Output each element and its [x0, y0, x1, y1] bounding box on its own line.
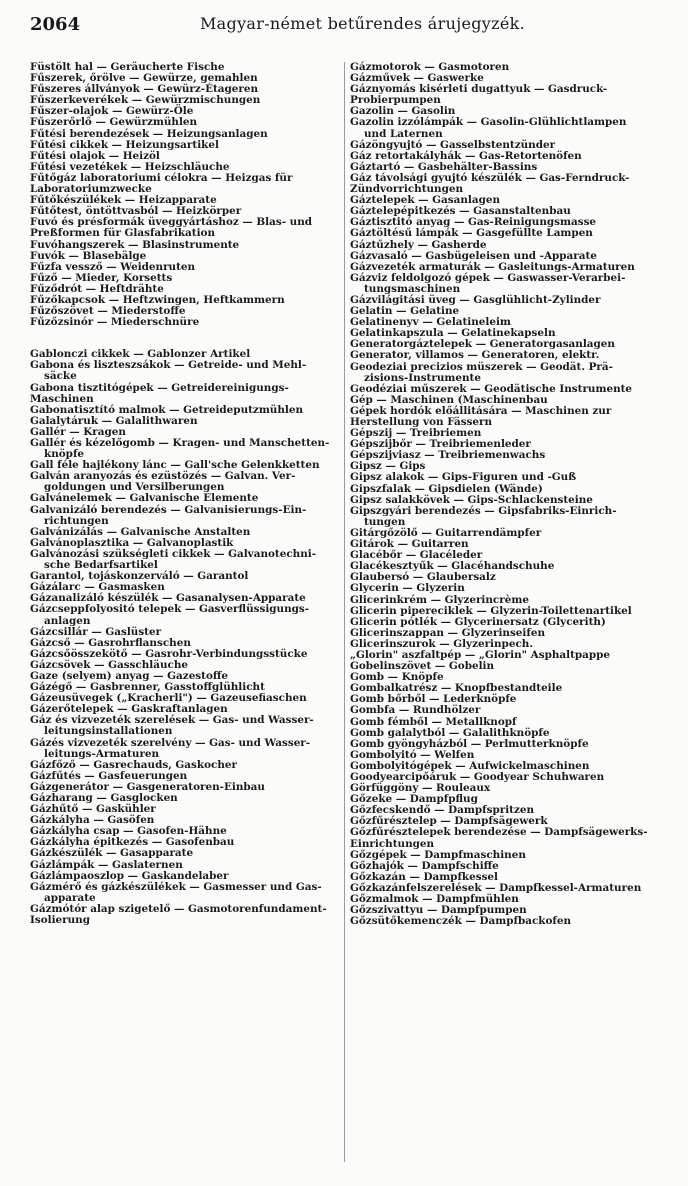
index-entry: Gázművek — Gaswerke [350, 72, 484, 85]
index-entry: Preßformen für Glasfabrikation [30, 227, 216, 240]
index-entry: Fűszer-olajok — Gewürz-Öle [30, 105, 194, 118]
index-entry: Glacébőr — Glacéleder [350, 549, 483, 562]
index-entry: Gázkályha épitkezés — Gasofenbau [30, 836, 235, 849]
index-entry: Gépek hordók előállitására — Maschinen zur [350, 404, 612, 417]
index-entry: Fűszerkeverékek — Gewürzmischungen [30, 94, 261, 107]
index-entry: Fuvóhangszerek — Blasinstrumente [30, 238, 240, 251]
index-entry: Gázanalizáló készülék — Gasanalysen-Apparate [30, 592, 306, 605]
index-entry: Gázkályha — Gasöfen [30, 814, 155, 827]
page-number: 2064 [30, 14, 81, 35]
index-entry: Isolierung [30, 914, 90, 927]
index-entry: Gáztelepek — Gasanlagen [350, 194, 501, 207]
index-entry: Gitárgőzölő — Guitarrendämpfer [350, 526, 542, 539]
index-entry: Gázhűtő — Gaskühler [30, 803, 156, 816]
index-entry: Gázcsillár — Gaslüster [30, 625, 162, 638]
left-column [30, 62, 342, 926]
index-entry: Gaze (selyem) anyag — Gazestoffe [30, 669, 229, 682]
index-entry: Fűtési vezetékek — Heizschläuche [30, 160, 230, 173]
index-entry: Zündvorrichtungen [350, 183, 464, 196]
index-entry: Galvánoplasztika — Galvanoplastik [30, 536, 234, 549]
index-entry: Fűző — Mieder, Korsetts [30, 271, 173, 284]
index-entry: Gomb bőrből — Lederknöpfe [350, 693, 517, 706]
index-entry: Gőzkazánfelszerelések — Dampfkessel-Armaturen [350, 881, 642, 894]
index-entry: Fűtőgáz laboratoriumi célokra — Heizgas für [30, 171, 293, 184]
index-entry: Gall féle hajlékony lánc — Gall'sche Gelenkketten [30, 459, 320, 472]
index-entry: Görfüggöny — Rouleaux [350, 782, 491, 795]
index-entry: Gipsz alakok — Gips-Figuren und -Guß [350, 471, 577, 484]
index-entry: Gázvilágitási üveg — Gasglühlicht-Zylinder [350, 293, 601, 306]
index-entry: Fűszeres állványok — Gewürz-Étageren [30, 83, 259, 96]
section-gap [30, 328, 342, 349]
index-entry: Gomb fémből — Metallknopf [350, 715, 517, 728]
index-entry: Gáz és vizvezeték szerelések — Gas- und Wasser- [30, 714, 314, 727]
index-entry: Gázés vizvezeték szerelvény — Gas- und Wasser- [30, 736, 311, 749]
index-entry: Gázfőző — Gasrechauds, Gaskocher [30, 758, 237, 771]
entry-continuation: tungen [364, 515, 406, 528]
index-entry: Gomb gyöngyházból — Perlmutterknöpfe [350, 737, 589, 750]
index-entry: Gáztelepépitkezés — Gasanstaltenbau [350, 205, 571, 218]
index-entry: Gép — Maschinen (Maschinenbau [350, 393, 548, 406]
index-entry: Fűzfa vessző — Weidenruten [30, 260, 196, 273]
index-entry: Galvánelemek — Galvanische Elemente [30, 492, 259, 505]
index-entry: Gombfa — Rundhölzer [350, 704, 481, 717]
index-entry: Gazolin izzólámpák — Gasolin-Glühlichtlampen [350, 116, 627, 129]
index-entry: Fűtési cikkek — Heizungsartikel [30, 138, 219, 151]
index-entry: Gőzsütőkemenczék — Dampfbackofen [350, 915, 572, 928]
entry-continuation: und Laternen [364, 127, 443, 140]
index-entry: Gipszgyári berendezés — Gipsfabriks-Einrich- [350, 504, 617, 517]
index-entry: Gőzfűrésztelepek berendezése — Dampfsägewerks- [350, 826, 648, 839]
index-entry: Gázharang — Gasglocken [30, 792, 178, 804]
index-entry: Gépszijviasz — Treibriemenwachs [350, 449, 546, 462]
index-entry: Galvánozási szükségleti cikkek — Galvanotechni- [30, 547, 317, 560]
running-title: Magyar-német betűrendes árujegyzék. [200, 14, 525, 33]
index-entry: Gombolyitó — Welfen [350, 748, 475, 761]
index-entry: Gőzfűrésztelep — Dampfsägewerk [350, 815, 548, 828]
index-entry: Gáztöltésű lámpák — Gasgefüllte Lampen [350, 227, 593, 240]
index-entry: Gallér és kézelőgomb — Kragen- und Manschetten- [30, 437, 330, 449]
index-entry: Gablonczi cikkek — Gablonzer Artikel [30, 348, 251, 361]
index-entry: Gáztartó — Gasbehälter-Bassins [350, 160, 538, 173]
index-entry: Gombalkatrész — Knopfbestandteile [350, 682, 563, 695]
index-entry: Gépszij — Treibriemen [350, 427, 482, 440]
index-entry: Fűtési olajok — Heizöl [30, 149, 160, 162]
index-entry: Gáz retortakályhák — Gas-Retortenöfen [350, 149, 582, 162]
index-entry: Gipsz — Gips [350, 460, 426, 473]
entry-continuation: leitungsinstallationen [44, 725, 173, 738]
index-entry: Fűtőtest, öntöttvasból — Heizkörper [30, 205, 242, 218]
index-entry: Fűszerőrlő — Gewürzmühlen [30, 116, 198, 129]
index-entry: Gőzhajók — Dampfschiffe [350, 859, 499, 872]
index-entry: Goodyearcipőáruk — Goodyear Schuhwaren [350, 771, 605, 783]
index-entry: Glicerin pótlék — Glycerinersatz (Glycerith) [350, 615, 606, 628]
index-entry: Gombolyitógépek — Aufwickelmaschinen [350, 759, 590, 772]
index-entry: Probierpumpen [350, 94, 441, 107]
index-entry: Gazolin — Gasolin [350, 105, 456, 118]
index-entry: Fűződrót — Heftdrähte [30, 282, 164, 295]
index-entry: Gázkészülék — Gasapparate [30, 847, 194, 860]
index-entry: Gelatinenyv — Gelatineleim [350, 316, 511, 329]
index-entry: Gázcsőösszekötő — Gasrohr-Verbindungsstücke [30, 647, 308, 660]
index-entry: Gobelinszövet — Gobelin [350, 660, 495, 673]
index-entry: Gőzkazán — Dampfkessel [350, 870, 498, 883]
index-entry: Gázégő — Gasbrenner, Gasstoffglühlicht [30, 681, 265, 694]
index-entry: Gázvasaló — Gasbügeleisen und -Apparate [350, 249, 597, 262]
page-header [30, 14, 670, 40]
index-entry: Gázmotorok — Gasmotoren [350, 61, 510, 73]
index-entry: Gázmérő és gázkészülékek — Gasmesser und Gas- [30, 880, 322, 893]
index-entry: Gépszijbőr — Treibriemenleder [350, 438, 531, 451]
index-entry: Glycerin — Glyzerin [350, 582, 465, 595]
index-entry: Gitárok — Guitarren [350, 538, 469, 551]
index-entry: Glicerin pipereciklek — Glyzerin-Toilettenartikel [350, 604, 632, 617]
index-entry: Gáz távolsági gyujtó készülék — Gas-Ferndruck- [350, 171, 630, 184]
index-entry: Herstellung von Fässern [350, 416, 493, 428]
entry-continuation: anlagen [44, 614, 91, 627]
index-entry: Fuvók — Blasebälge [30, 249, 147, 262]
index-entry: Glicerinszurok — Glyzerinpech. [350, 637, 533, 650]
column-divider [344, 62, 345, 1162]
index-entry: Gipsz salakkövek — Gips-Schlackensteine [350, 493, 593, 506]
index-entry: Gomb — Knöpfe [350, 671, 444, 684]
index-entry: Gelatinkapszula — Gelatinekapseln [350, 327, 556, 340]
index-entry: Gázeusüvegek („Kracherli") — Gazeusefiaschen [30, 692, 307, 705]
index-entry: Gázcsövek — Gasschläuche [30, 658, 189, 671]
index-entry: Glacékesztyűk — Glacéhandschuhe [350, 560, 555, 573]
index-entry: Gázviz feldolgozó gépek — Gaswasser-Verarbei- [350, 271, 626, 284]
index-entry: Gázálarc — Gasmasken [30, 581, 165, 594]
index-entry: Glicerinszappan — Glyzerinseifen [350, 626, 545, 639]
index-entry: „Glorin" aszfaltpép — „Glorin" Asphaltpappe [350, 648, 611, 661]
index-entry: Gáznyomás kisérleti dugattyuk — Gasdruck- [350, 83, 608, 96]
index-entry: Gáztűzhely — Gasherde [350, 238, 487, 251]
index-entry: Gázmótór alap szigetelő — Gasmotorenfundament- [30, 902, 327, 915]
index-entry: Garantol, tojáskonzerváló — Garantol [30, 570, 249, 583]
index-entry: Fűzőkapcsok — Heftzwingen, Heftkammern [30, 293, 285, 306]
index-entry: Gázvezeték armaturák — Gasleitungs-Armaturen [350, 260, 635, 273]
index-entry: Gabonatisztító malmok — Getreideputzmühlen [30, 403, 304, 416]
entry-continuation: säcke [44, 370, 77, 383]
index-entry: Gőzeke — Dampfpflug [350, 793, 478, 806]
index-entry: Gázfűtés — Gasfeuerungen [30, 769, 188, 782]
index-entry: Gázlámpák — Gaslaternen [30, 858, 183, 871]
index-entry: Gőzgépek — Dampfmaschinen [350, 848, 526, 861]
index-entry: Maschinen [30, 392, 94, 405]
index-entry: Einrichtungen [350, 837, 435, 850]
index-entry: Geodéziai műszerek — Geodätische Instrumente [350, 382, 633, 395]
index-entry: Glaubersó — Glaubersalz [350, 571, 496, 584]
index-entry: Gőzmalmok — Dampfmühlen [350, 893, 519, 906]
index-entry: Generatorgáztelepek — Generatorgasanlagen [350, 338, 615, 351]
index-entry: Galvanizáló berendezés — Galvanisierungs-Ein- [30, 503, 307, 516]
entry-continuation: zisions-Instrumente [364, 371, 481, 384]
index-entry: Gipszfalak — Gipsdielen (Wände) [350, 482, 543, 495]
index-entry: Gabona tisztitógépek — Getreidereinigungs- [30, 381, 289, 394]
index-entry: Gázcseppfolyositó telepek — Gasverflüssigungs- [30, 603, 310, 616]
index-entry: Gabona és liszteszsákok — Getreide- und Mehl- [30, 359, 307, 372]
index-entry: Gázkályha csap — Gasofen-Hähne [30, 825, 227, 838]
index-entry: Gázöngyujtó — Gasselbstentzünder [350, 138, 556, 151]
index-entry: Gőzszivattyu — Dampfpumpen [350, 904, 527, 917]
index-entry: Fűzőzsinór — Miederschnüre [30, 316, 200, 329]
index-entry: Fűtőkészülékek — Heizapparate [30, 194, 217, 207]
entry-continuation: tungsmaschinen [364, 282, 461, 295]
index-entry: Gáztisztitó anyag — Gas-Reinigungsmasse [350, 216, 597, 229]
index-entry: Galalytáruk — Galalithwaren [30, 414, 198, 427]
index-entry: Gázerőtelepek — Gaskraftanlagen [30, 703, 228, 716]
entry-continuation: sche Bedarfsartikel [44, 559, 158, 572]
entry-continuation: apparate [44, 891, 96, 904]
index-entry: Gomb galalytból — Galalithknöpfe [350, 726, 550, 739]
index-entry: Gázcső — Gasrohrflanschen [30, 636, 191, 649]
index-entry: Geodeziai precizios müszerek — Geodät. Prä- [350, 360, 613, 373]
index-entry: Gázlámpaoszlop — Gaskandelaber [30, 869, 229, 882]
right-column [350, 62, 662, 927]
entry-continuation: goldungen und Versilberungen [44, 481, 225, 494]
entry-continuation: leitungs-Armaturen [44, 747, 160, 760]
index-entry: Fűtési berendezések — Heizungsanlagen [30, 127, 268, 140]
index-entry: Fűzőszövet — Miederstoffe [30, 305, 186, 318]
index-entry: Galvánizálás — Galvanische Anstalten [30, 525, 251, 538]
index-entry: Gelatin — Gelatine [350, 305, 460, 318]
index-entry: Gázgenerátor — Gasgeneratoren-Einbau [30, 780, 265, 793]
entry-continuation: knöpfe [44, 448, 85, 461]
index-entry: Füstölt hal — Geräucherte Fische [30, 61, 225, 73]
index-entry: Laboratoriumzwecke [30, 183, 152, 196]
index-entry: Glicerinkrém — Glyzerincrème [350, 593, 529, 606]
index-entry: Fűszerek, őrölve — Gewürze, gemahlen [30, 72, 258, 85]
entry-continuation: richtungen [44, 514, 109, 527]
index-entry: Fuvó és présformák üveggyártáshoz — Blas- und [30, 216, 313, 229]
index-entry: Gallér — Kragen [30, 425, 126, 438]
index-entry: Galván aranyozás és ezüstözés — Galvan. Ver- [30, 470, 296, 483]
index-entry: Gőzfecskendő — Dampfspritzen [350, 804, 535, 817]
index-entry: Generator, villamos — Generatoren, elektr. [350, 349, 600, 362]
